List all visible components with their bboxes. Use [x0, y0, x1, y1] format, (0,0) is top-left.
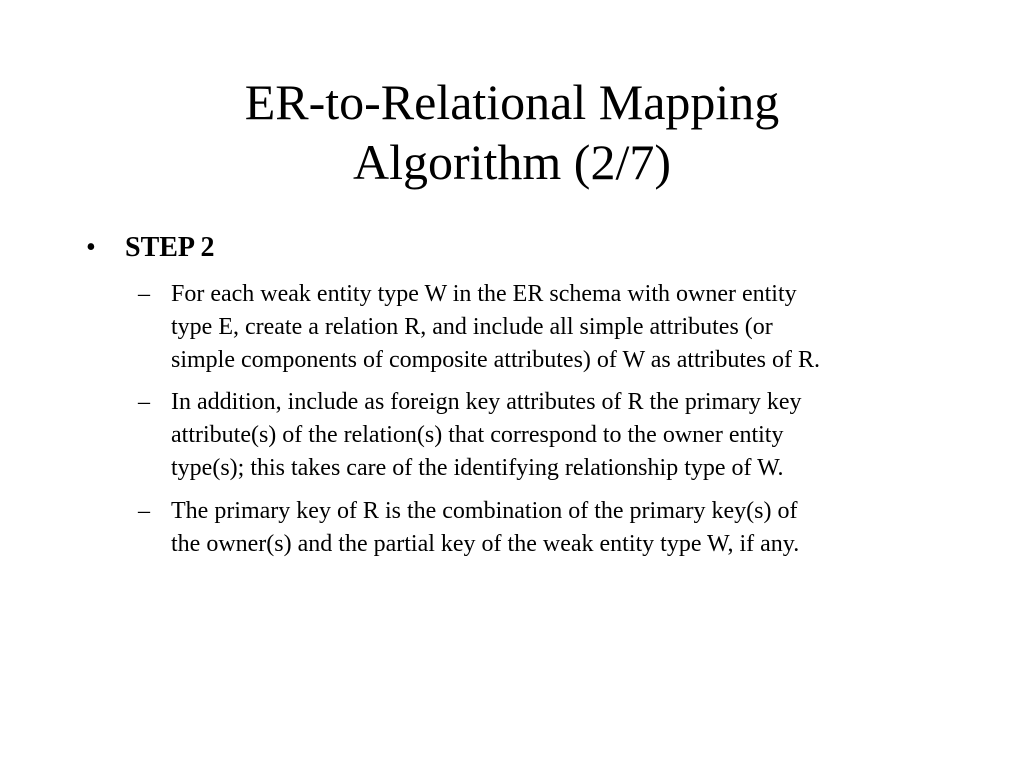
title-line: ER-to-Relational Mapping [244, 74, 780, 130]
text-line: attribute(s) of the relation(s) that correspond to the owner entity [171, 422, 784, 448]
text-line: the owner(s) and the partial key of the weak entity type W, if any. [171, 531, 800, 557]
sub-point [138, 495, 978, 561]
text-line: For each weak entity type W in the ER schema with owner entity [171, 281, 797, 307]
text-line: simple components of composite attributes) of W as attributes of R. [171, 347, 820, 373]
text-line: type E, create a relation R, and include all simple attributes (or [171, 314, 773, 340]
title-line: Algorithm (2/7) [352, 134, 672, 190]
slide-title [112, 72, 912, 192]
sub-point [138, 278, 978, 377]
bullet-marker: • [86, 232, 96, 263]
dash-marker: – [138, 281, 150, 307]
dash-marker: – [138, 498, 150, 524]
sub-point-text [171, 278, 978, 377]
text-line: The primary key of R is the combination of the primary key(s) of [171, 498, 798, 524]
text-line: type(s); this takes care of the identifying relationship type of W. [171, 455, 784, 481]
sub-point [138, 386, 978, 485]
sub-point-text [171, 495, 978, 561]
sub-point-text [171, 386, 978, 485]
step-heading: STEP 2 [125, 232, 215, 263]
text-line: In addition, include as foreign key attributes of R the primary key [171, 389, 802, 415]
dash-marker: – [138, 389, 150, 415]
